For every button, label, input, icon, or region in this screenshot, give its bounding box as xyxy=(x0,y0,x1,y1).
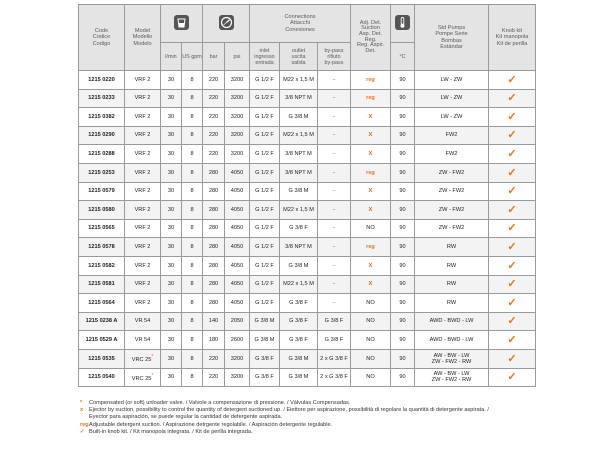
temperature-cell: 90 xyxy=(391,89,415,108)
code-cell: 1215 0579 xyxy=(79,182,125,201)
code-cell: 1215 0535 xyxy=(79,349,125,368)
pressure-psi-cell: 4050 xyxy=(225,201,250,220)
flow-lmin-cell: 30 xyxy=(161,312,182,331)
adj-det-cell: NO xyxy=(351,349,391,368)
knob-kit-cell: ✓ xyxy=(489,294,536,313)
flow-lmin-cell: 30 xyxy=(161,126,182,145)
bypass-cell: - xyxy=(318,275,351,294)
table-row xyxy=(79,163,536,182)
bypass-cell: - xyxy=(318,182,351,201)
bypass-cell: - xyxy=(318,108,351,127)
inlet-cell: G 1/2 F xyxy=(250,182,280,201)
model-label: VRF 2 xyxy=(134,113,151,120)
flow-usgpm-cell: 8 xyxy=(182,349,203,368)
adj-det-cell: reg xyxy=(351,89,391,108)
knob-kit-cell: ✓ xyxy=(489,256,536,275)
code-cell: 1215 0290 xyxy=(79,126,125,145)
code-cell: 1215 0582 xyxy=(79,256,125,275)
pressure-bar-cell: 220 xyxy=(203,71,225,90)
model-label: VRF 2 xyxy=(134,95,151,102)
knob-kit-cell: ✓ xyxy=(489,108,536,127)
adj-det-cell: x xyxy=(351,145,391,164)
knob-kit-cell: ✓ xyxy=(489,71,536,90)
spec-table-container xyxy=(78,4,535,387)
inlet-cell: G 1/2 F xyxy=(250,163,280,182)
flow-usgpm-cell: 8 xyxy=(182,312,203,331)
std-pumps-cell: ZW - FW2 xyxy=(415,201,489,220)
adj-det-cell: x xyxy=(351,182,391,201)
header-connections: Connections Attacchi Conexiones xyxy=(250,5,351,43)
pressure-bar-cell: 280 xyxy=(203,163,225,182)
pressure-psi-cell: 3200 xyxy=(225,89,250,108)
outlet-cell: G 3/8 F xyxy=(280,294,318,313)
flow-lmin-cell: 30 xyxy=(161,71,182,90)
inlet-cell: G 3/8 M xyxy=(250,312,280,331)
flow-usgpm-cell: 8 xyxy=(182,256,203,275)
outlet-cell: M22 x 1,5 M xyxy=(280,126,318,145)
pressure-bar-cell: 280 xyxy=(203,294,225,313)
outlet-cell: M22 x 1,5 M xyxy=(280,71,318,90)
legend-symbol: * xyxy=(80,400,83,406)
pressure-psi-cell: 3200 xyxy=(225,71,250,90)
temperature-cell: 90 xyxy=(391,294,415,313)
table-row xyxy=(79,126,536,145)
table-body xyxy=(79,71,536,387)
flow-meter-icon xyxy=(174,15,189,30)
bypass-cell: - xyxy=(318,126,351,145)
std-pumps-cell: AW - BW - LW ZW - FW2 - RW xyxy=(415,349,489,368)
model-label: VRF 2 xyxy=(134,262,151,269)
code-cell: 1215 0382 xyxy=(79,108,125,127)
header-knob-kit: Knob kit Kit manopola Kit de perilla xyxy=(489,5,536,71)
bypass-cell: - xyxy=(318,163,351,182)
inlet-cell: G 1/2 F xyxy=(250,71,280,90)
inlet-cell: G 3/8 F xyxy=(250,349,280,368)
model-cell xyxy=(125,71,161,90)
flow-lmin-cell: 30 xyxy=(161,182,182,201)
header-outlet: outlet uscita salida xyxy=(280,43,318,71)
flow-lmin-cell: 30 xyxy=(161,201,182,220)
model-label: VRF 2 xyxy=(134,206,151,213)
inlet-cell: G 1/2 F xyxy=(250,108,280,127)
knob-kit-cell: ✓ xyxy=(489,331,536,350)
knob-kit-cell: ✓ xyxy=(489,312,536,331)
legend-text: Ejector by suction, possibility to control the quantity of detergent suctioned up. / Eiettore per aspirazione, possibilità di regolare la quantità di detergente aspirata. / xyxy=(89,407,489,414)
adj-det-cell: NO xyxy=(351,312,391,331)
flow-usgpm-cell: 8 xyxy=(182,71,203,90)
header-bar: bar xyxy=(203,43,225,71)
pressure-psi-cell: 4050 xyxy=(225,163,250,182)
knob-kit-cell: ✓ xyxy=(489,219,536,238)
code-cell: 1215 0220 xyxy=(79,71,125,90)
header-code: Code Codice Codigo xyxy=(79,5,125,71)
std-pumps-cell: LW - ZW xyxy=(415,108,489,127)
adj-det-cell: reg xyxy=(351,163,391,182)
outlet-cell: G 3/8 M xyxy=(280,368,318,387)
code-cell: 1215 0233 xyxy=(79,89,125,108)
inlet-cell: G 1/2 F xyxy=(250,201,280,220)
model-cell xyxy=(125,349,161,368)
code-cell: 1215 0288 xyxy=(79,145,125,164)
legend-text: Eyector para aspiración, se puede regular la cantidad de detergente aspirada. xyxy=(89,414,283,421)
adj-det-cell: NO xyxy=(351,219,391,238)
code-cell: 1215 0238 A xyxy=(79,312,125,331)
legend-text: Compensated (or soft) unloader valve. / Valvole a compensazione di pressione. / Válvulas Compensadas. xyxy=(89,400,351,406)
model-cell xyxy=(125,294,161,313)
pressure-bar-cell: 220 xyxy=(203,126,225,145)
model-cell xyxy=(125,126,161,145)
flow-lmin-cell: 30 xyxy=(161,219,182,238)
model-cell xyxy=(125,182,161,201)
legend-row xyxy=(80,407,580,414)
model-label: VRF 2 xyxy=(134,281,151,288)
model-cell xyxy=(125,275,161,294)
inlet-cell: G 3/8 M xyxy=(250,331,280,350)
table-row xyxy=(79,312,536,331)
outlet-cell: G 3/8 M xyxy=(280,349,318,368)
model-cell xyxy=(125,219,161,238)
pressure-bar-cell: 220 xyxy=(203,108,225,127)
knob-kit-cell: ✓ xyxy=(489,201,536,220)
header-pressure xyxy=(203,5,250,43)
code-cell: 1215 0565 xyxy=(79,219,125,238)
std-pumps-cell: LW - ZW xyxy=(415,71,489,90)
std-pumps-cell: ZW - FW2 xyxy=(415,163,489,182)
bypass-cell: - xyxy=(318,145,351,164)
knob-kit-cell: ✓ xyxy=(489,182,536,201)
table-row xyxy=(79,71,536,90)
std-pumps-cell: ZW - FW2 xyxy=(415,219,489,238)
outlet-cell: G 3/8 F xyxy=(280,219,318,238)
pressure-bar-cell: 280 xyxy=(203,275,225,294)
compensated-star-icon: * xyxy=(151,372,154,379)
pressure-bar-cell: 220 xyxy=(203,89,225,108)
std-pumps-cell: AW - BW - LW ZW - FW2 - RW xyxy=(415,368,489,387)
flow-usgpm-cell: 8 xyxy=(182,163,203,182)
pressure-gauge-icon xyxy=(219,15,234,30)
flow-lmin-cell: 30 xyxy=(161,89,182,108)
outlet-cell: G 3/8 F xyxy=(280,312,318,331)
pressure-bar-cell: 280 xyxy=(203,201,225,220)
thermometer-icon xyxy=(395,15,410,30)
temperature-cell: 90 xyxy=(391,238,415,257)
flow-usgpm-cell: 8 xyxy=(182,145,203,164)
adj-det-cell: x xyxy=(351,275,391,294)
outlet-cell: 3/8 NPT M xyxy=(280,163,318,182)
outlet-cell: G 3/8 M xyxy=(280,108,318,127)
std-pumps-cell: AWD - BWD - LW xyxy=(415,331,489,350)
model-label: VRC 25 xyxy=(131,356,152,363)
table-row xyxy=(79,256,536,275)
outlet-cell: 3/8 NPT M xyxy=(280,145,318,164)
flow-lmin-cell: 30 xyxy=(161,331,182,350)
model-label: VRF 2 xyxy=(134,132,151,139)
legend-row xyxy=(80,414,580,421)
adj-det-cell: x xyxy=(351,126,391,145)
temperature-cell: 90 xyxy=(391,145,415,164)
std-pumps-cell: RW xyxy=(415,294,489,313)
bypass-cell: - xyxy=(318,294,351,313)
pressure-psi-cell: 4050 xyxy=(225,275,250,294)
header-model: Model Modello Modelo xyxy=(125,5,161,71)
knob-kit-cell: ✓ xyxy=(489,145,536,164)
std-pumps-cell: FW2 xyxy=(415,126,489,145)
pressure-bar-cell: 280 xyxy=(203,238,225,257)
inlet-cell: G 1/2 F xyxy=(250,275,280,294)
std-pumps-cell: RW xyxy=(415,275,489,294)
outlet-cell: 3/8 NPT M xyxy=(280,89,318,108)
model-label: VRC 25 xyxy=(131,375,152,382)
model-cell xyxy=(125,331,161,350)
header-flow xyxy=(161,5,203,43)
temperature-cell: 90 xyxy=(391,126,415,145)
legend-symbol: ✓ xyxy=(80,428,85,435)
model-cell xyxy=(125,145,161,164)
flow-usgpm-cell: 8 xyxy=(182,238,203,257)
knob-kit-cell: ✓ xyxy=(489,349,536,368)
pressure-psi-cell: 2050 xyxy=(225,312,250,331)
inlet-cell: G 1/2 F xyxy=(250,219,280,238)
pressure-psi-cell: 2600 xyxy=(225,331,250,350)
temperature-cell: 90 xyxy=(391,331,415,350)
header-bypass: by-pass rifiuto by-pass xyxy=(318,43,351,71)
code-cell: 1215 0581 xyxy=(79,275,125,294)
model-label: VR 54 xyxy=(134,318,151,325)
table-row xyxy=(79,368,536,387)
flow-usgpm-cell: 8 xyxy=(182,275,203,294)
model-label: VRF 2 xyxy=(134,150,151,157)
table-row xyxy=(79,219,536,238)
code-cell: 1215 0253 xyxy=(79,163,125,182)
header-inlet: inlet ingresso entrada xyxy=(250,43,280,71)
pressure-bar-cell: 180 xyxy=(203,331,225,350)
pressure-psi-cell: 3200 xyxy=(225,368,250,387)
temperature-cell: 90 xyxy=(391,163,415,182)
header-psi: psi xyxy=(225,43,250,71)
legend-row xyxy=(80,429,580,436)
table-row xyxy=(79,182,536,201)
table-row xyxy=(79,349,536,368)
temperature-cell: 90 xyxy=(391,256,415,275)
bypass-cell: 2 x G 3/8 F xyxy=(318,368,351,387)
legend-symbol: x xyxy=(80,407,84,414)
pressure-psi-cell: 4050 xyxy=(225,182,250,201)
flow-lmin-cell: 30 xyxy=(161,145,182,164)
code-cell: 1215 0578 xyxy=(79,238,125,257)
flow-usgpm-cell: 8 xyxy=(182,182,203,201)
inlet-cell: G 1/2 F xyxy=(250,145,280,164)
flow-lmin-cell: 30 xyxy=(161,108,182,127)
header-lmin: l/min xyxy=(161,43,182,71)
temperature-cell: 90 xyxy=(391,201,415,220)
adj-det-cell: reg xyxy=(351,238,391,257)
legend-row xyxy=(80,422,580,429)
pressure-psi-cell: 4050 xyxy=(225,256,250,275)
pressure-bar-cell: 220 xyxy=(203,145,225,164)
inlet-cell: G 3/8 F xyxy=(250,368,280,387)
flow-usgpm-cell: 8 xyxy=(182,368,203,387)
model-label: VRF 2 xyxy=(134,188,151,195)
flow-usgpm-cell: 8 xyxy=(182,294,203,313)
adj-det-cell: NO xyxy=(351,331,391,350)
bypass-cell: - xyxy=(318,256,351,275)
outlet-cell: G 3/8 M xyxy=(280,182,318,201)
table-row xyxy=(79,108,536,127)
flow-usgpm-cell: 8 xyxy=(182,331,203,350)
adj-det-cell: x xyxy=(351,108,391,127)
std-pumps-cell: RW xyxy=(415,238,489,257)
pressure-bar-cell: 280 xyxy=(203,182,225,201)
legend-row xyxy=(80,400,580,407)
bypass-cell: - xyxy=(318,219,351,238)
adj-det-cell: reg xyxy=(351,71,391,90)
bypass-cell: G 3/8 F xyxy=(318,312,351,331)
outlet-cell: G 3/8 F xyxy=(280,331,318,350)
adj-det-cell: NO xyxy=(351,368,391,387)
knob-kit-cell: ✓ xyxy=(489,238,536,257)
table-row xyxy=(79,294,536,313)
pressure-bar-cell: 280 xyxy=(203,256,225,275)
model-cell xyxy=(125,238,161,257)
temperature-cell: 90 xyxy=(391,275,415,294)
model-label: VR 54 xyxy=(134,336,151,343)
temperature-cell: 90 xyxy=(391,71,415,90)
std-pumps-cell: ZW - FW2 xyxy=(415,182,489,201)
compensated-star-icon: * xyxy=(151,354,154,361)
temperature-cell: 90 xyxy=(391,349,415,368)
table-row xyxy=(79,331,536,350)
pressure-psi-cell: 3200 xyxy=(225,126,250,145)
legend-text: Built-in knob kit. / Kit manopola integrata. / Kit de perilla integrada. xyxy=(89,428,253,435)
table-row xyxy=(79,238,536,257)
pressure-psi-cell: 4050 xyxy=(225,238,250,257)
pressure-bar-cell: 220 xyxy=(203,368,225,387)
model-cell xyxy=(125,89,161,108)
code-cell: 1215 0580 xyxy=(79,201,125,220)
pressure-psi-cell: 3200 xyxy=(225,108,250,127)
pressure-bar-cell: 140 xyxy=(203,312,225,331)
bypass-cell: - xyxy=(318,201,351,220)
header-adj-det: Adj. Det. Suction Asp. Det. Reg. Reg. Aspir. Det. xyxy=(351,5,391,71)
pressure-psi-cell: 3200 xyxy=(225,145,250,164)
adj-det-cell: x xyxy=(351,256,391,275)
pressure-psi-cell: 4050 xyxy=(225,219,250,238)
flow-lmin-cell: 30 xyxy=(161,368,182,387)
inlet-cell: G 1/2 F xyxy=(250,89,280,108)
outlet-cell: 3/8 NPT M xyxy=(280,238,318,257)
outlet-cell: M22 x 1,5 M xyxy=(280,275,318,294)
flow-usgpm-cell: 8 xyxy=(182,201,203,220)
model-label: VRF 2 xyxy=(134,169,151,176)
unloader-valve-spec-table xyxy=(78,4,536,387)
legend xyxy=(80,400,580,436)
knob-kit-cell: ✓ xyxy=(489,368,536,387)
flow-lmin-cell: 30 xyxy=(161,275,182,294)
std-pumps-cell: AWD - BWD - LW xyxy=(415,312,489,331)
temperature-cell: 90 xyxy=(391,312,415,331)
flow-lmin-cell: 30 xyxy=(161,256,182,275)
outlet-cell: G 3/8 M xyxy=(280,256,318,275)
code-cell: 1215 0540 xyxy=(79,368,125,387)
model-cell xyxy=(125,163,161,182)
std-pumps-cell: FW2 xyxy=(415,145,489,164)
knob-kit-cell: ✓ xyxy=(489,163,536,182)
model-cell xyxy=(125,368,161,387)
model-cell xyxy=(125,201,161,220)
model-label: VRF 2 xyxy=(134,243,151,250)
pressure-psi-cell: 4050 xyxy=(225,294,250,313)
model-label: VRF 2 xyxy=(134,225,151,232)
bypass-cell: G 3/8 F xyxy=(318,331,351,350)
model-cell xyxy=(125,312,161,331)
knob-kit-cell: ✓ xyxy=(489,89,536,108)
inlet-cell: G 1/2 F xyxy=(250,294,280,313)
flow-lmin-cell: 30 xyxy=(161,238,182,257)
temperature-cell: 90 xyxy=(391,368,415,387)
adj-det-cell: x xyxy=(351,201,391,220)
table-row xyxy=(79,275,536,294)
bypass-cell: - xyxy=(318,238,351,257)
table-row xyxy=(79,145,536,164)
inlet-cell: G 1/2 F xyxy=(250,126,280,145)
temperature-cell: 90 xyxy=(391,219,415,238)
pressure-bar-cell: 220 xyxy=(203,349,225,368)
inlet-cell: G 1/2 F xyxy=(250,238,280,257)
temperature-cell: 90 xyxy=(391,108,415,127)
header-temperature xyxy=(391,5,415,43)
bypass-cell: - xyxy=(318,71,351,90)
flow-lmin-cell: 30 xyxy=(161,349,182,368)
std-pumps-cell: RW xyxy=(415,256,489,275)
header-std-pumps: Std Pumps Pompe Serie Bombas Estándar xyxy=(415,5,489,71)
legend-symbol: reg xyxy=(80,421,89,428)
pressure-bar-cell: 280 xyxy=(203,219,225,238)
model-cell xyxy=(125,108,161,127)
code-cell: 1215 0564 xyxy=(79,294,125,313)
flow-usgpm-cell: 8 xyxy=(182,108,203,127)
inlet-cell: G 1/2 F xyxy=(250,256,280,275)
knob-kit-cell: ✓ xyxy=(489,126,536,145)
outlet-cell: M22 x 1,5 M xyxy=(280,201,318,220)
header-usgpm: US gpm xyxy=(182,43,203,71)
table-row xyxy=(79,89,536,108)
model-label: VRF 2 xyxy=(134,299,151,306)
flow-lmin-cell: 30 xyxy=(161,163,182,182)
knob-kit-cell: ✓ xyxy=(489,275,536,294)
flow-usgpm-cell: 8 xyxy=(182,219,203,238)
model-label: VRF 2 xyxy=(134,76,151,83)
model-cell xyxy=(125,256,161,275)
bypass-cell: 2 x G 3/8 F xyxy=(318,349,351,368)
header-celsius: °C xyxy=(391,43,415,71)
std-pumps-cell: LW - ZW xyxy=(415,89,489,108)
table-row xyxy=(79,201,536,220)
pressure-psi-cell: 3200 xyxy=(225,349,250,368)
temperature-cell: 90 xyxy=(391,182,415,201)
flow-usgpm-cell: 8 xyxy=(182,89,203,108)
adj-det-cell: NO xyxy=(351,294,391,313)
legend-text: Adjustable detergent suction. / Aspirazione detrgente regolabile. / Aspiración detergente regulable. xyxy=(89,421,333,428)
flow-usgpm-cell: 8 xyxy=(182,126,203,145)
flow-lmin-cell: 30 xyxy=(161,294,182,313)
code-cell: 1215 0529 A xyxy=(79,331,125,350)
bypass-cell: - xyxy=(318,89,351,108)
